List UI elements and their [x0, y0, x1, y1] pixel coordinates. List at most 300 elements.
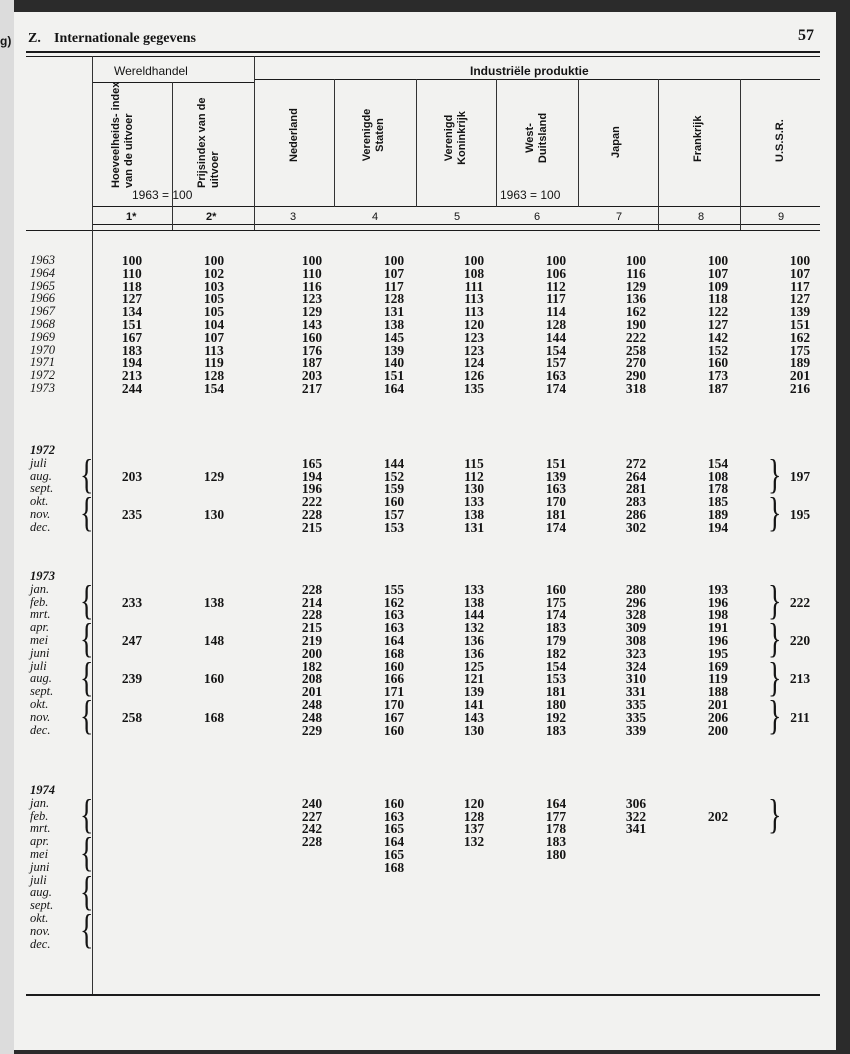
col-rule-3 [334, 79, 335, 207]
table-cell: 139 [463, 684, 485, 700]
year-label: 1974 [30, 783, 55, 797]
table-cell: 107 [789, 265, 811, 281]
table-cell: 130 [463, 722, 485, 738]
table-cell: 283 [625, 494, 647, 510]
table-cell: 206 [707, 709, 729, 725]
quarter-cell: 213 [789, 671, 811, 687]
table-cell: 203 [301, 368, 323, 384]
table-cell: 248 [301, 709, 323, 725]
table-cell: 117 [384, 278, 404, 294]
table-cell: 105 [203, 291, 225, 307]
table-cell: 144 [383, 455, 405, 471]
table-cell: 167 [383, 709, 405, 725]
table-cell: 163 [545, 368, 567, 384]
table-cell: 151 [789, 317, 811, 332]
colhead-3: Nederland [288, 108, 300, 162]
table-cell: 113 [204, 342, 224, 358]
table-cell: 200 [707, 722, 729, 738]
quarter-cell: 220 [789, 633, 811, 648]
quarter-cell: 211 [790, 709, 810, 725]
colhead-2: Prijsindex van de uitvoer [196, 97, 221, 188]
table-cell: 107 [383, 265, 405, 281]
quarter-brace: { [80, 655, 94, 701]
colnum-3: 3 [290, 211, 297, 223]
table-cell: 310 [625, 671, 647, 687]
table-cell: 331 [625, 684, 647, 700]
quarter-brace: { [80, 869, 94, 915]
month-label: aug. [30, 671, 52, 686]
table-cell: 155 [383, 581, 405, 597]
table-cell: 129 [301, 304, 323, 320]
quarter-cell: 222 [789, 594, 811, 610]
month-label: okt. [30, 911, 49, 925]
table-cell: 120 [463, 795, 485, 811]
table-cell: 114 [546, 304, 566, 320]
table-cell: 127 [121, 291, 143, 307]
table-cell: 165 [383, 847, 405, 862]
table-cell: 111 [464, 278, 484, 294]
table-cell: 117 [790, 278, 810, 294]
table-cell: 162 [625, 304, 647, 320]
table-cell: 174 [545, 381, 567, 396]
table-cell: 100 [203, 253, 225, 268]
table-cell: 222 [625, 329, 647, 345]
table-cell: 219 [301, 633, 323, 648]
month-label: nov. [30, 507, 51, 521]
month-label: jan. [30, 795, 50, 810]
table-cell: 183 [545, 620, 567, 636]
table-cell: 137 [463, 821, 485, 837]
quarter-cell: 247 [121, 633, 143, 648]
table-cell: 169 [707, 658, 729, 674]
table-cell: 159 [383, 481, 405, 497]
table-cell: 139 [545, 468, 567, 484]
table-cell: 160 [383, 658, 405, 674]
table-cell: 308 [625, 633, 647, 648]
col-rule-6 [578, 79, 579, 207]
colhead-4: Verenigde Staten [361, 108, 386, 162]
table-cell: 143 [463, 709, 485, 725]
month-label: aug. [30, 885, 52, 900]
table-cell: 248 [301, 697, 323, 712]
table-cell: 107 [707, 265, 729, 281]
table-cell: 188 [707, 684, 729, 700]
table-cell: 128 [203, 368, 225, 384]
table-cell: 242 [301, 821, 323, 837]
quarter-brace: } [768, 578, 782, 625]
table-cell: 128 [545, 317, 567, 332]
table-cell: 123 [463, 342, 485, 358]
section-letter: Z. [28, 31, 41, 46]
quarter-cell: 258 [121, 709, 143, 725]
table-cell: 160 [383, 795, 405, 811]
table-cell: 122 [707, 304, 729, 320]
group-rule-industrial [254, 79, 820, 80]
table-cell: 154 [203, 381, 225, 396]
table-cell: 201 [707, 697, 729, 712]
quarter-cell: 195 [789, 507, 811, 522]
month-label: apr. [30, 620, 50, 635]
table-cell: 227 [301, 808, 323, 824]
table-cell: 127 [707, 317, 729, 332]
table-cell: 100 [383, 253, 405, 268]
table-cell: 302 [625, 519, 647, 535]
table-cell: 141 [463, 697, 485, 712]
table-cell: 109 [707, 278, 729, 294]
colhead-6: West- Duitsland [524, 112, 549, 164]
table-cell: 168 [383, 645, 405, 661]
left-page-edge [0, 0, 14, 1054]
quarter-brace: } [768, 655, 782, 701]
table-cell: 113 [464, 291, 484, 307]
colnum-7: 7 [616, 211, 623, 223]
table-cell: 154 [707, 455, 729, 471]
table-cell: 258 [625, 342, 647, 358]
month-label: feb. [30, 808, 49, 823]
table-cell: 170 [383, 697, 405, 712]
table-cell: 194 [707, 519, 729, 535]
table-cell: 108 [463, 265, 485, 281]
table-cell: 280 [625, 581, 647, 597]
quarter-cell: 168 [203, 709, 225, 725]
table-cell: 185 [707, 494, 729, 510]
month-label: aug. [30, 468, 52, 483]
table-cell: 187 [301, 355, 323, 371]
table-cell: 162 [789, 329, 811, 345]
table-cell: 175 [545, 594, 567, 610]
bottom-rule [26, 994, 820, 996]
month-label: sept. [30, 898, 54, 913]
table-cell: 102 [203, 265, 225, 281]
table-cell: 270 [625, 355, 647, 371]
table-cell: 163 [545, 481, 567, 497]
table-cell: 164 [383, 834, 405, 850]
month-label: dec. [30, 936, 51, 951]
colhead-9: U.S.S.R. [774, 119, 786, 162]
table-cell: 136 [463, 645, 485, 661]
table-cell: 152 [383, 468, 405, 484]
year-label: 1973 [30, 381, 55, 395]
colhead-8: Frankrijk [692, 115, 704, 162]
table-cell: 177 [545, 808, 567, 824]
top-rule [26, 51, 820, 53]
col-rule-1 [172, 82, 173, 230]
table-cell: 187 [707, 381, 729, 396]
quarter-brace: { [80, 616, 94, 663]
table-cell: 335 [625, 709, 647, 725]
month-label: jan. [30, 581, 50, 596]
table-cell: 129 [625, 278, 647, 294]
top-rule-thin [26, 56, 820, 57]
table-cell: 290 [625, 368, 647, 384]
table-cell: 194 [301, 468, 323, 484]
quarter-cell: 202 [707, 808, 729, 824]
quarter-cell: 129 [203, 468, 225, 484]
table-cell: 130 [463, 481, 485, 497]
table-cell: 163 [383, 607, 405, 623]
table-cell: 208 [301, 671, 323, 687]
page-title: Internationale gegevens [54, 31, 196, 46]
table-cell: 163 [383, 808, 405, 824]
table-cell: 153 [383, 519, 405, 535]
table-cell: 128 [463, 808, 485, 824]
table-cell: 189 [789, 355, 811, 371]
year-label: 1965 [30, 278, 55, 293]
table-cell: 175 [789, 342, 811, 358]
table-cell: 165 [301, 455, 323, 471]
table-cell: 151 [121, 317, 143, 332]
table-cell: 213 [121, 368, 143, 384]
table-cell: 132 [463, 620, 485, 636]
table-cell: 216 [789, 381, 811, 396]
table-cell: 139 [383, 342, 405, 358]
table-cell: 113 [464, 304, 484, 320]
quarter-cell: 235 [121, 507, 143, 522]
quarter-cell: 239 [121, 671, 143, 687]
table-cell: 178 [545, 821, 567, 837]
table-cell: 222 [301, 494, 323, 510]
table-cell: 105 [203, 304, 225, 320]
table-cell: 240 [301, 795, 323, 811]
table-cell: 124 [463, 355, 485, 371]
table-cell: 120 [463, 317, 485, 332]
table-cell: 215 [301, 620, 323, 636]
colnum-2: 2* [206, 211, 217, 223]
col-rule-2 [254, 56, 255, 230]
table-cell: 164 [545, 795, 567, 811]
table-cell: 228 [301, 834, 323, 850]
table-cell: 190 [625, 317, 647, 332]
quarter-cell: 138 [203, 594, 225, 610]
table-cell: 318 [625, 381, 647, 396]
table-cell: 127 [789, 291, 811, 307]
table-cell: 183 [545, 834, 567, 850]
table-cell: 139 [789, 304, 811, 320]
table-cell: 322 [625, 808, 647, 824]
table-cell: 182 [545, 645, 567, 661]
table-cell: 140 [383, 355, 405, 371]
month-label: feb. [30, 594, 49, 609]
table-cell: 162 [383, 594, 405, 610]
month-label: juli [30, 658, 47, 673]
table-cell: 335 [625, 697, 647, 712]
table-cell: 323 [625, 645, 647, 661]
group-label-trade: Wereldhandel [114, 64, 188, 78]
header-bottom-rule [26, 230, 820, 231]
table-cell: 136 [463, 633, 485, 648]
table-cell: 228 [301, 507, 323, 522]
table-cell: 112 [464, 468, 484, 484]
quarter-cell: 160 [203, 671, 225, 687]
table-cell: 214 [301, 594, 323, 610]
quarter-brace: { [80, 792, 94, 839]
base-rule [92, 206, 820, 207]
table-cell: 183 [121, 342, 143, 358]
table-cell: 103 [203, 278, 225, 294]
year-label: 1966 [30, 291, 55, 306]
table-cell: 182 [301, 658, 323, 674]
month-label: okt. [30, 494, 49, 509]
table-cell: 152 [707, 342, 729, 358]
table-cell: 324 [625, 658, 647, 674]
table-cell: 215 [301, 519, 323, 535]
month-label: nov. [30, 709, 51, 724]
month-label: juni [30, 645, 50, 660]
table-cell: 306 [625, 795, 647, 811]
table-cell: 123 [301, 291, 323, 307]
quarter-brace: { [80, 907, 94, 954]
table-cell: 132 [463, 834, 485, 850]
table-cell: 183 [545, 722, 567, 738]
year-label: 1971 [30, 355, 55, 370]
month-label: dec. [30, 519, 51, 534]
year-label: 1963 [30, 253, 55, 267]
month-label: mei [30, 847, 49, 861]
table-cell: 100 [463, 253, 485, 268]
year-label: 1967 [30, 304, 55, 319]
month-label: mei [30, 633, 49, 647]
table-cell: 143 [301, 317, 323, 332]
year-label: 1968 [30, 317, 55, 331]
quarter-brace: { [80, 452, 94, 499]
table-cell: 228 [301, 581, 323, 597]
table-cell: 194 [121, 355, 143, 371]
page-number: 57 [798, 27, 814, 44]
table-cell: 178 [707, 481, 729, 497]
colnum-rule [92, 224, 820, 225]
quarter-cell: 203 [121, 468, 143, 484]
quarter-brace: } [768, 693, 782, 740]
table-cell: 160 [301, 329, 323, 345]
table-cell: 201 [789, 368, 811, 384]
table-cell: 229 [301, 722, 323, 738]
table-cell: 135 [463, 381, 485, 396]
quarter-brace: { [80, 693, 94, 740]
table-cell: 341 [625, 821, 647, 837]
year-label: 1964 [30, 265, 55, 280]
table-cell: 128 [383, 291, 405, 307]
colhead-1: Hoeveelheids- index van de uitvoer [110, 81, 135, 188]
table-cell: 191 [707, 620, 729, 636]
table-cell: 200 [301, 645, 323, 661]
table-cell: 145 [383, 329, 405, 345]
table-cell: 286 [625, 507, 647, 522]
table-cell: 164 [383, 633, 405, 648]
table-cell: 136 [625, 291, 647, 307]
table-cell: 117 [546, 291, 566, 307]
year-label: 1972 [30, 368, 55, 383]
table-cell: 181 [545, 507, 567, 522]
table-cell: 196 [301, 481, 323, 497]
table-cell: 196 [707, 594, 729, 610]
table-cell: 134 [121, 304, 143, 320]
table-cell: 138 [463, 507, 485, 522]
table-cell: 160 [383, 494, 405, 510]
table-cell: 196 [707, 633, 729, 648]
table-cell: 100 [301, 253, 323, 268]
table-cell: 171 [383, 684, 405, 700]
year-label: 1969 [30, 329, 55, 344]
colnum-9: 9 [778, 211, 785, 223]
table-cell: 176 [301, 342, 323, 358]
table-cell: 119 [708, 671, 728, 687]
table-cell: 193 [707, 581, 729, 597]
table-cell: 154 [545, 658, 567, 674]
quarter-brace: { [80, 578, 94, 625]
table-cell: 151 [383, 368, 405, 384]
table-cell: 133 [463, 494, 485, 510]
colhead-5: Verenigd Koninkrijk [443, 111, 468, 165]
table-cell: 131 [463, 519, 485, 535]
table-cell: 153 [545, 671, 567, 687]
table-cell: 192 [545, 709, 567, 725]
colnum-6: 6 [534, 211, 541, 223]
col-rule-4 [416, 79, 417, 207]
table-cell: 107 [203, 329, 225, 345]
quarter-brace: { [80, 490, 94, 537]
table-cell: 104 [203, 317, 225, 332]
table-cell: 309 [625, 620, 647, 636]
table-cell: 154 [545, 342, 567, 358]
table-cell: 157 [545, 355, 567, 371]
quarter-brace: } [768, 452, 782, 499]
table-cell: 296 [625, 594, 647, 610]
table-cell: 121 [463, 671, 485, 687]
month-label: juli [30, 872, 47, 887]
table-cell: 160 [707, 355, 729, 371]
table-cell: 217 [301, 381, 323, 396]
table-cell: 108 [707, 468, 729, 484]
table-cell: 100 [789, 253, 811, 268]
table-cell: 272 [625, 455, 647, 471]
table-cell: 126 [463, 368, 485, 384]
month-label: sept. [30, 481, 54, 496]
table-cell: 198 [707, 607, 729, 623]
quarter-cell: 233 [121, 594, 143, 610]
month-label: mrt. [30, 821, 51, 836]
month-label: juli [30, 455, 47, 470]
table-cell: 131 [383, 304, 405, 320]
table-cell: 328 [625, 607, 647, 623]
table-cell: 123 [463, 329, 485, 345]
table-cell: 167 [121, 329, 143, 345]
page [14, 12, 836, 1050]
table-cell: 160 [545, 581, 567, 597]
col-rule-8 [740, 79, 741, 230]
base-year-left: 1963 = 100 [132, 188, 193, 202]
month-label: dec. [30, 722, 51, 737]
table-cell: 116 [626, 265, 646, 281]
table-cell: 168 [383, 859, 405, 875]
table-cell: 118 [122, 278, 142, 294]
table-cell: 160 [383, 722, 405, 738]
colnum-8: 8 [698, 211, 705, 223]
table-cell: 201 [301, 684, 323, 700]
quarter-cell: 197 [789, 468, 811, 484]
table-cell: 125 [463, 658, 485, 674]
table-cell: 165 [383, 821, 405, 837]
table-cell: 119 [204, 355, 224, 371]
col-rule-5 [496, 79, 497, 207]
table-cell: 189 [707, 507, 729, 522]
table-cell: 144 [545, 329, 567, 345]
year-label: 1970 [30, 342, 55, 357]
table-cell: 100 [707, 253, 729, 268]
table-cell: 228 [301, 607, 323, 623]
month-label: apr. [30, 834, 50, 849]
colnum-5: 5 [454, 211, 461, 223]
table-cell: 115 [464, 455, 484, 471]
